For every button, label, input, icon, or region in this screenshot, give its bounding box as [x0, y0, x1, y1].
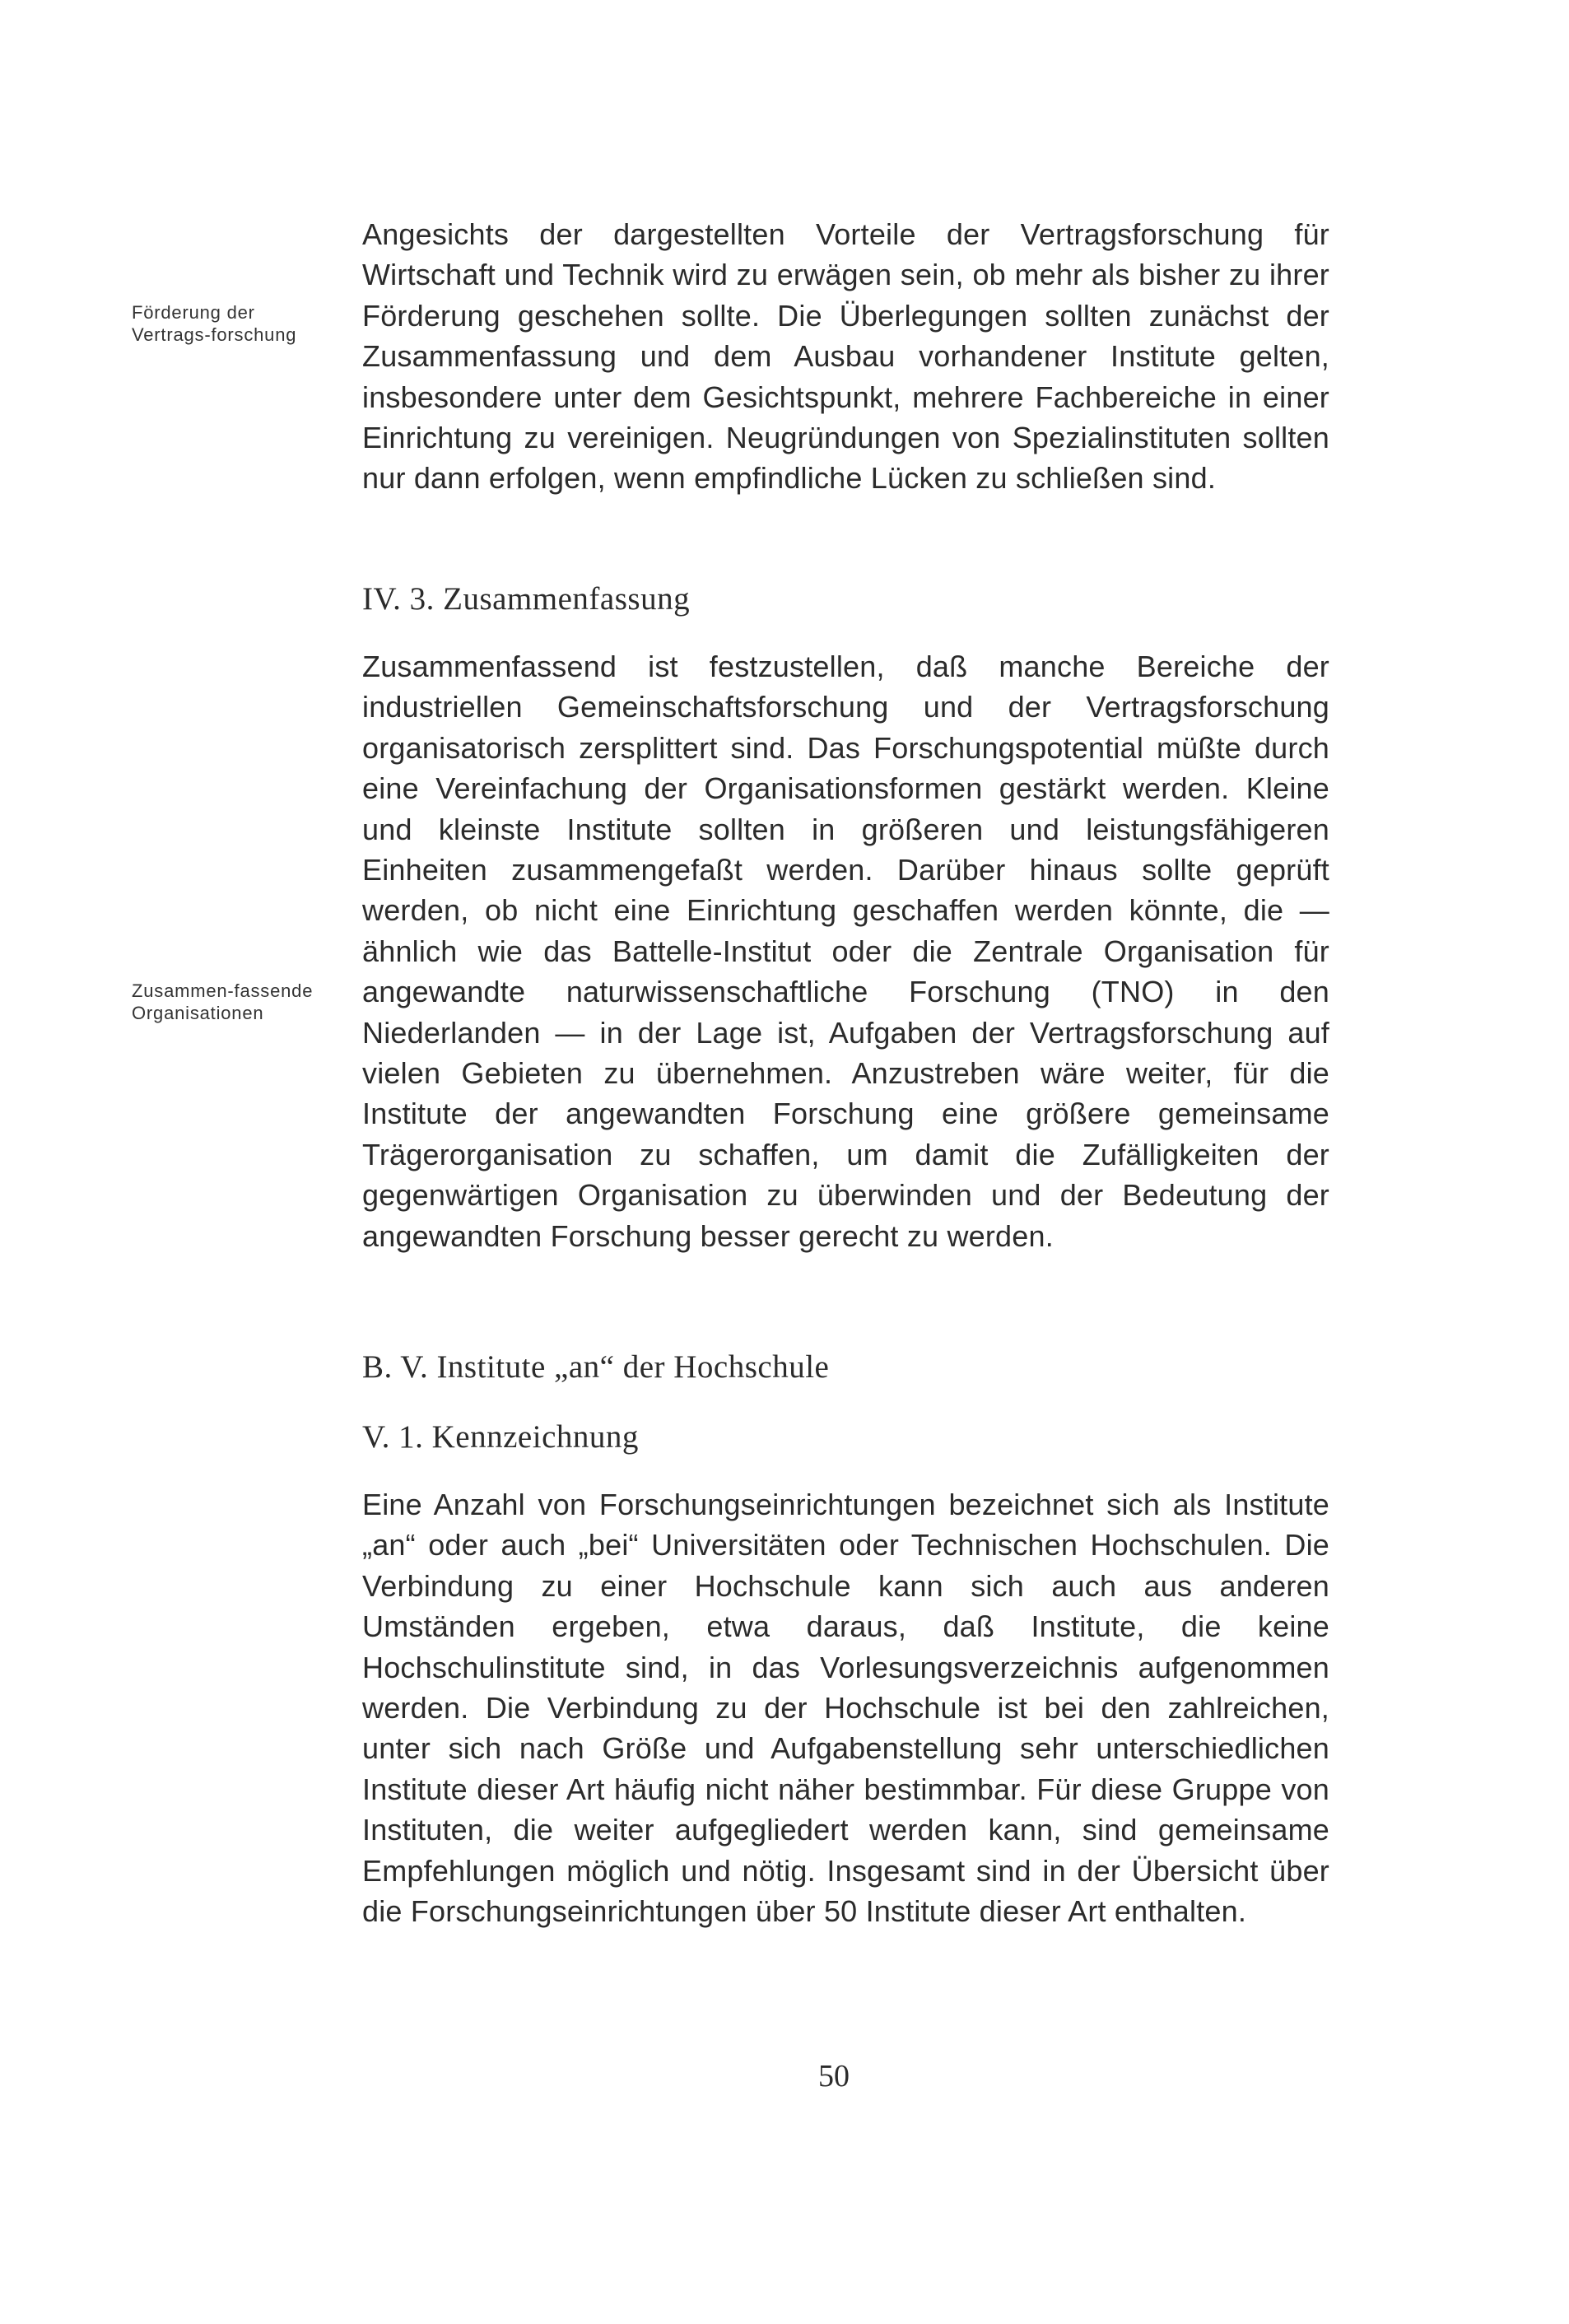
- page-number: 50: [818, 2059, 850, 2093]
- margin-note-organisationen: Zusammen-fassende Organisationen: [132, 980, 314, 1023]
- heading-zusammenfassung: IV. 3. Zusammenfassung: [362, 581, 691, 617]
- margin-note-foerderung: Förderung der Vertrags-forschung: [132, 302, 297, 345]
- paragraph-vertragsforschung-foerderung: Angesichts der dargestellten Vorteile der Vertragsforschung für Wirtschaft und Technik wird zu erwägen sein, ob mehr als bisher zu ihrer Förderung geschehen sollte. Die Überlegungen sollten zunächst der Zusammenfassung und dem Ausbau vorhandener Institute gelten, insbesondere unter dem Gesichtspunkt, mehrere Fachbereiche in einer Einrichtung zu vereinigen. Neugründungen von Spezialinstituten sollten nur dann erfolgen, wenn empfindliche Lücken zu schließen sind.: [362, 217, 1329, 496]
- heading-kennzeichnung: V. 1. Kennzeichnung: [362, 1419, 639, 1455]
- paragraph-zusammenfassung: Zusammenfassend ist festzustellen, daß manche Bereiche der industriellen Gemeinschaftsforschung und der Vertragsforschung organisatorisch zersplittert sind. Das Forschungspotential müßte durch eine Vereinfachung der Organisationsformen gestärkt werden. Kleine und kleinste Institute sollten in größeren und leistungsfähigeren Einheiten zusammengefaßt werden. Darüber hinaus sollte geprüft werden, ob nicht eine Einrichtung geschaffen werden könnte, die — ähnlich wie das Battelle-Institut oder die Zentrale Organisation für angewandte naturwissenschaftliche Forschung (TNO) in den Niederlanden — in der Lage ist, Aufgaben der Vertragsforschung auf vielen Gebieten zu übernehmen. Anzustreben wäre weiter, für die Institute der angewandten Forschung eine größere gemeinsame Trägerorganisation zu schaffen, um damit die Zufälligkeiten der gegenwärtigen Organisation zu überwinden und der Bedeutung der angewandten Forschung besser gerecht zu werden.: [362, 650, 1329, 1253]
- heading-institute-an-der-hochschule: B. V. Institute „an“ der Hochschule: [362, 1349, 830, 1385]
- paragraph-kennzeichnung: Eine Anzahl von Forschungseinrichtungen bezeichnet sich als Institute „an“ oder auch „bei“ Universitäten oder Technischen Hochschulen. Die Verbindung zu einer Hochschule kann sich auch aus anderen Umständen ergeben, etwa daraus, daß Institute, die keine Hochschulinstitute sind, in das Vorlesungsverzeichnis aufgenommen werden. Die Verbindung zu der Hochschule ist bei den zahlreichen, unter sich nach Größe und Aufgabenstellung sehr unterschiedlichen Institute dieser Art häufig nicht näher bestimmbar. Für diese Gruppe von Instituten, die weiter aufgegliedert werden kann, sind gemeinsame Empfehlungen möglich und nötig. Insgesamt sind in der Übersicht über die Forschungseinrichtungen über 50 Institute dieser Art enthalten.: [362, 1488, 1329, 1929]
